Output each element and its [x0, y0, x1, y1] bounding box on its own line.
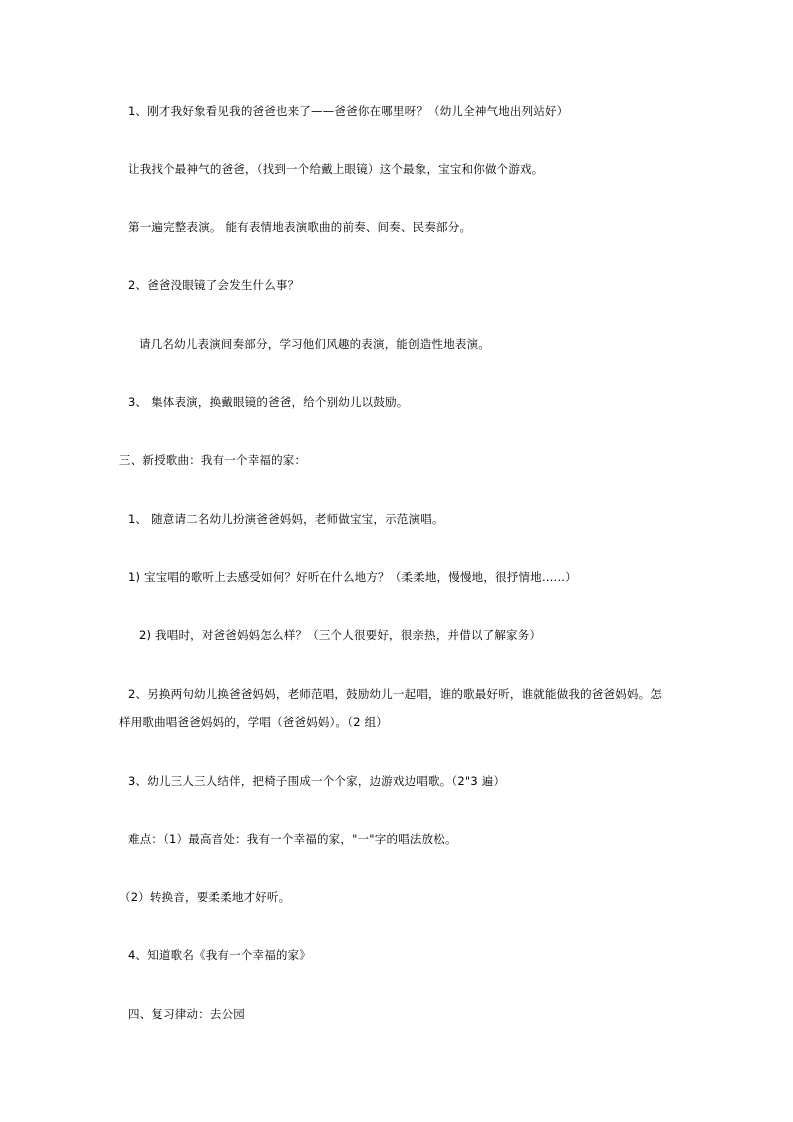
- paragraph-4: 2、爸爸没眼镜了会发生什么事？: [128, 278, 300, 292]
- section-heading-3: 三、新授歌曲：我有一个幸福的家：: [119, 453, 307, 467]
- paragraph-10: 2、另换两句幼儿换爸爸妈妈，老师范唱，鼓励幼儿一起唱，谁的歌最好听，谁就能做我的爸爸妈妈。怎: [128, 687, 663, 701]
- paragraph-14: 4、知道歌名《我有一个幸福的家》: [128, 948, 312, 962]
- paragraph-7: 1、 随意请二名幼儿扮演爸爸妈妈，老师做宝宝，示范演唱。: [128, 512, 444, 526]
- section-heading-4: 四、复习律动：去公园: [128, 1007, 245, 1021]
- paragraph-13: （2）转换音，要柔柔地才好听。: [119, 890, 291, 904]
- paragraph-1: 1、刚才我好象看见我的爸爸也来了——爸爸你在哪里呀？（幼儿全神气地出列站好）: [128, 104, 569, 118]
- paragraph-3: 第一遍完整表演。 能有表情地表演歌曲的前奏、间奏、民奏部分。: [128, 220, 472, 234]
- paragraph-2: 让我找个最神气的爸爸，（找到一个给戴上眼镜）这个最象，宝宝和你做个游戏。: [128, 162, 544, 176]
- paragraph-9: 2) 我唱时，对爸爸妈妈怎么样？（三个人很要好，很亲热，并借以了解家务）: [139, 628, 542, 642]
- paragraph-8: 1) 宝宝唱的歌听上去感受如何？好听在什么地方？（柔柔地，慢慢地，很抒情地……）: [128, 570, 577, 584]
- paragraph-12: 难点：（1）最高音处：我有一个幸福的家，"一"字的唱法放松。: [128, 832, 457, 846]
- paragraph-10-continued: 样用歌曲唱爸爸妈妈的，学唱（爸爸妈妈）。（2 组）: [119, 715, 388, 729]
- paragraph-6: 3、 集体表演，换戴眼镜的爸爸，给个别幼儿以鼓励。: [128, 395, 409, 409]
- paragraph-5: 请几名幼儿表演间奏部分，学习他们风趣的表演，能创造性地表演。: [139, 337, 490, 351]
- paragraph-11: 3、幼儿三人三人结伴，把椅子围成一个个家，边游戏边唱歌。（2"3 遍）: [128, 774, 506, 788]
